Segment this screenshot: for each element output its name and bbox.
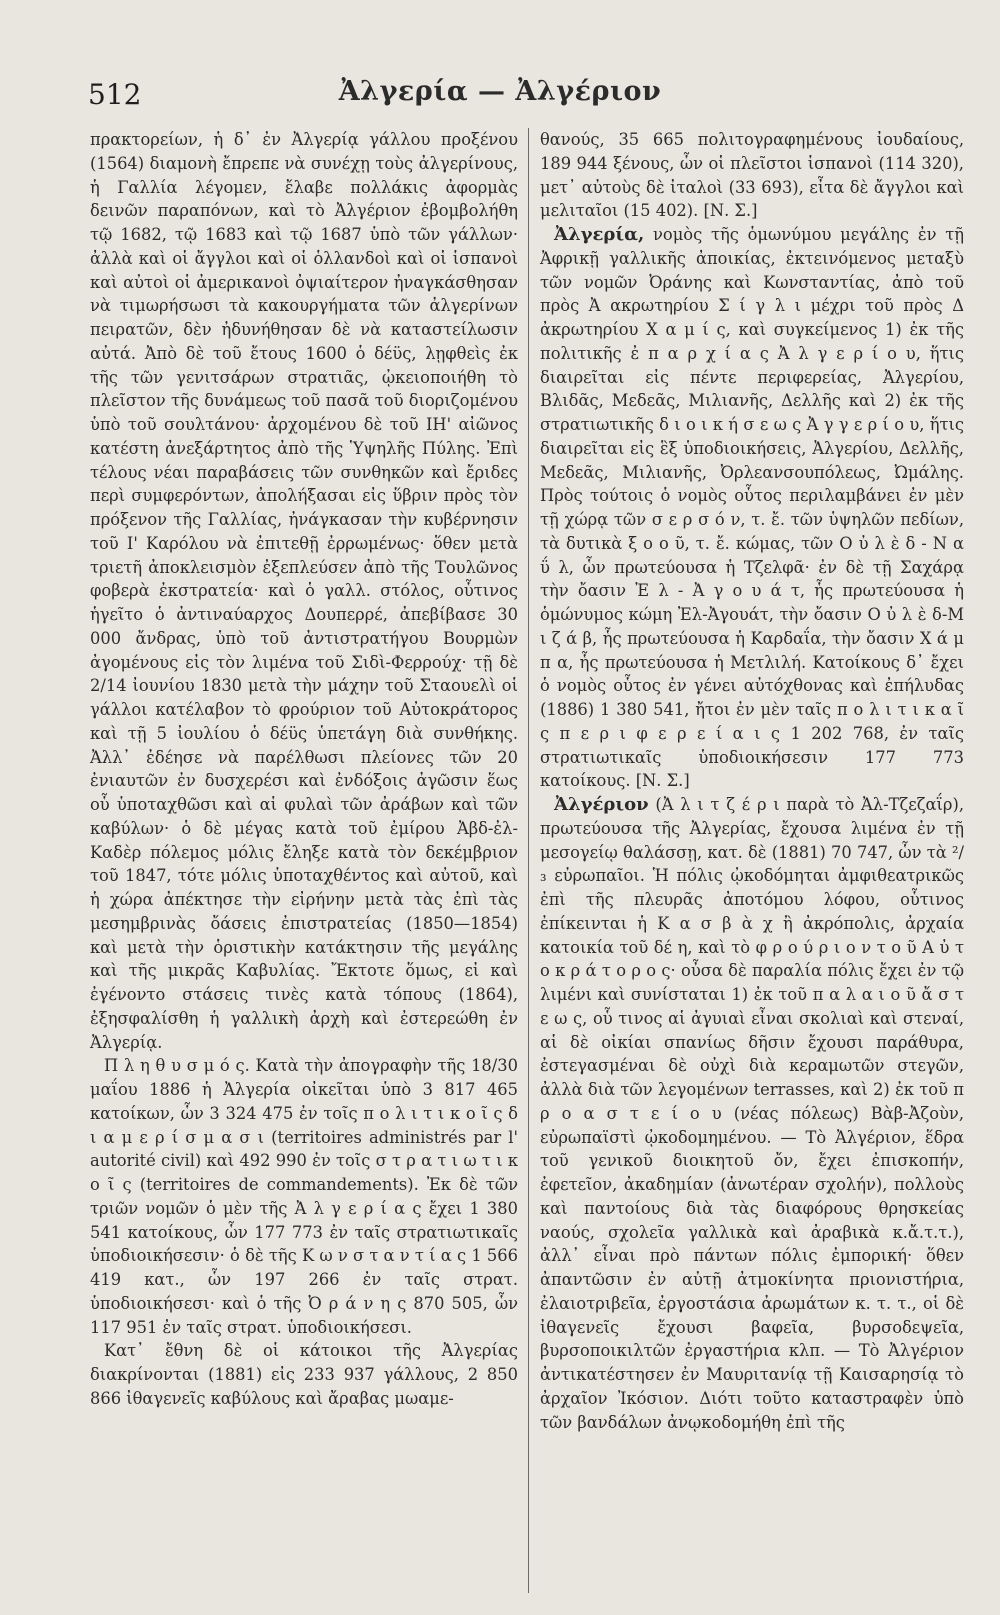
left-paragraph-ethnic: Κατ᾽ ἔθνη δὲ οἱ κάτοικοι τῆς Ἀλγερίας διακρίνονται (1881) εἰς 233 937 γάλλους, 2 850 866 ἰθαγενεῖς καβύλους καὶ ἄραβας μωαμε- [90, 1341, 518, 1408]
entry-lemma-algeria: Ἀλγερία, [554, 224, 645, 245]
left-paragraph-population: Π λ η θ υ σ μ ό ς. Κατὰ τὴν ἀπογραφὴν τῆς 18/30 μαΐου 1886 ἡ Ἀλγερία οἰκεῖται ὑπὸ 3 817 465 κατοίκων, ὧν 3 324 475 ἐν τοῖς π ο λ ι τ ι κ ο ῖ ς δ ι α μ ε ρ ί σ μ α σ ι (territoires administrés par l' autorité civil) καὶ 492 990 ἐν τοῖς σ τ ρ α τ ι ω τ ι κ ο ῖ ς (territoires de commandements). Ἐκ δὲ τῶν τριῶν νομῶν ὁ μὲν τῆς Ἀ λ γ ε ρ ί α ς ἔχει 1 380 541 κατοίκους, ὧν 177 773 ἐν ταῖς στρατιωτικαῖς ὑποδιοικήσεσιν· ὁ δὲ τῆς Κ ω ν σ τ α ν τ ί α ς 1 566 419 κατ., ὧν 197 266 ἐν ταῖς στρατ. ὑποδιοικήσεσι· καὶ ὁ τῆς Ὀ ρ ά ν η ς 870 505, ὧν 117 951 ἐν ταῖς στρατ. ὑποδιοικήσεσι. [90, 1056, 518, 1337]
entry-text-algiers: (Ἀ λ ι τ ζ έ ρ ι παρὰ τὸ Ἀλ-Τζεζαΐρ), πρωτεύουσα τῆς Ἀλγερίας, ἔχουσα λιμένα ἐν τῇ μεσογείῳ θαλάσσῃ, κατ. δὲ (1881) 70 747, ὧν τὰ ²/₃ εὐρωπαῖοι. Ἡ πόλις ᾠκοδόμηται ἀμφιθεατρικῶς ἐπὶ τῆς πλευρᾶς ἀποτόμου λόφου, οὗτινος ἐπίκεινται ἡ Κ α σ β ὰ χ ἢ ἀκρόπολις, ἀρχαία κατοικία τοῦ δέ η, καὶ τὸ φ ρ ο ύ ρ ι ο ν τ ο ῦ Α ὐ τ ο κ ρ ά τ ο ρ ο ς· οὖσα δὲ παραλία πόλις ἔχει ἐν τῷ λιμένι καὶ συνίσταται 1) ἐκ τοῦ π α λ α ι ο ῦ ἄ σ τ ε ω ς, οὗ τινος αἱ ἀγυιαὶ εἶναι σκολιαὶ καὶ στεναί, αἱ δὲ οἰκίαι σπανίως δῆσιν ἔχουσι παράθυρα, ἐστεγασμέναι δὲ οὐχὶ διὰ κεραμωτῶν στεγῶν, ἀλλὰ διὰ τῶν λεγομένων terrasses, καὶ 2) ἐκ τοῦ π ρ ο α σ τ ε ί ο υ (νέας πόλεως) Βὰβ-Ἀζοὺν, εὐρωπαϊστὶ ᾠκοδομημένου. — Τὸ Ἀλγέριον, ἕδρα τοῦ γενικοῦ διοικητοῦ ὄν, ἔχει ἐπισκοπήν, ἐφετεῖον, ἀκαδημίαν (ἀνωτέραν σχολήν), πολλοὺς καὶ παντοίους διὰ τὰς διαφόρους θρησκείας ναούς, σχολεῖα γαλλικὰ καὶ ἀραβικὰ κ.ἄ.τ.τ.), ἀλλ᾽ εἶναι πρὸ πάντων πόλις ἐμπορική· ὅθεν ἀπαντῶσιν ἐν αὐτῇ ἀτμοκίνητα πριονιστήρια, ἐλαιοτριβεῖα, ἐργοστάσια ἀρωμάτων κ. τ. τ., οἱ δὲ ἰθαγενεῖς ἔχουσι βαφεῖα, βυρσοδεψεῖα, βυρσοποικιλτῶν ἐργαστήρια κλπ. — Τὸ Ἀλγέριον ἀντικατέστησεν ἐν Μαυριτανίᾳ τῇ Καισαρησίᾳ τὸ ἀρχαῖον Ἰκόσιον. Διότι τοῦτο καταστραφὲν ὑπὸ τῶν βανδάλων ἀνῳκοδομήθη ἐπὶ τῆς [540, 795, 964, 1432]
right-column [540, 128, 964, 1434]
running-head: Ἀλγερία — Ἀλγέριον [338, 76, 662, 107]
column-divider [528, 128, 529, 1593]
left-column [90, 128, 518, 1411]
entry-text-algeria: νομὸς τῆς ὁμωνύμου μεγάλης ἐν τῇ Ἀφρικῇ γαλλικῆς ἀποικίας, ἐκτεινόμενος μεταξὺ τῶν νομῶν Ὀράνης καὶ Κωνσταντίας, ἀπὸ τοῦ πρὸς Ἀ ακρωτηρίου Σ ί γ λ ι μέχρι τοῦ πρὸς Δ ἀκρωτηρίου Χ α μ ί ς, καὶ συγκείμενος 1) ἐκ τῆς πολιτικῆς ἐ π α ρ χ ί α ς Ἀ λ γ ε ρ ί ο υ, ἥτις διαιρεῖται εἰς πέντε περιφερείας, Ἀλγερίου, Βλιδᾶς, Μεδεᾶς, Μιλιανῆς, Δελλῆς καὶ 2) ἐκ τῆς στρατιωτικῆς δ ι ο ι κ ή σ ε ω ς Ἀ γ γ ε ρ ί ο υ, ἥτις διαιρεῖται εἰς ἓξ ὑποδιοικήσεις, Ἀλγερίου, Δελλῆς, Μεδεᾶς, Μιλιανῆς, Ὀρλεανσουπόλεως, Ὠμάλης. Πρὸς τούτοις ὁ νομὸς οὗτος περιλαμβάνει ἐν μὲν τῇ χώρᾳ τῶν σ ε ρ σ ό ν, τ. ἔ. τῶν ὑψηλῶν πεδίων, τὰ δυτικὰ ξ ο ο ῦ, τ. ἔ. κώμας, τῶν Ο ὐ λ ὲ δ - Ν α ΰ λ, ὧν πρωτεύουσα ἡ Τζελφᾶ· ἐν δὲ τῇ Σαχάρᾳ τὴν ὄασιν Ἐ λ - Ἀ γ ο υ ά τ, ἧς πρωτεύουσα ἡ ὁμώνυμος κώμη Ἐλ-Ἀγουάτ, τὴν ὄασιν Ο ὐ λ ὲ δ-Μ ι ζ ά β, ἧς πρωτεύουσα ἡ Καρδαΐα, τὴν ὄασιν Χ ά μ π α, ἧς πρωτεύουσα ἡ Μετλιλή. Κατοίκους δ᾽ ἔχει ὁ νομὸς οὗτος ἐν γένει αὐτόχθονας καὶ ἐπήλυδας (1886) 1 380 541, ἤτοι ἐν μὲν ταῖς π ο λ ι τ ι κ α ῖ ς π ε ρ ι φ ε ρ ε ί α ι ς 1 202 768, ἐν ταῖς στρατιωτικαῖς ὑποδιοικήσεσιν 177 773 κατοίκους. [Ν. Σ.] [540, 225, 964, 791]
right-paragraph-continuation: θανούς, 35 665 πολιτογραφημένους ἰουδαίους, 189 944 ξένους, ὧν οἱ πλεῖστοι ἱσπανοὶ (114 320), μετ᾽ αὐτοὺς δὲ ἰταλοὶ (33 693), εἶτα δὲ ἄγγλοι καὶ μελιταῖοι (15 402). [Ν. Σ.] [540, 130, 964, 221]
page-header [0, 62, 1000, 122]
entry-lemma-algiers: Ἀλγέριον [554, 794, 649, 815]
entry-algeria-department [540, 223, 964, 793]
left-paragraph-history: πρακτορείων, ἡ δ᾽ ἐν Ἀλγερίᾳ γάλλου προξένου (1564) διαμονὴ ἔπρεπε νὰ συνέχῃ τοὺς ἀλγερίνους, ἡ Γαλλία λέγομεν, ἔλαβε πολλάκις ἀφορμὰς δεινῶν παραπόνων, καὶ τὸ Ἀλγέριον ἐβομβολήθη τῷ 1682, τῷ 1683 καὶ τῷ 1687 ὑπὸ τῶν γάλλων· ἀλλὰ καὶ οἱ ἄγγλοι καὶ οἱ ὁλλανδοὶ καὶ οἱ ἱσπανοὶ καὶ αὐτοὶ οἱ ἀμερικανοὶ ὀψιαίτερον ἠναγκάσθησαν νὰ τιμωρήσωσι τὰ κακουργήματα τῶν ἀλγερίνων πειρατῶν, δὲν ἠδυνήθησαν δὲ νὰ καταστείλωσιν αὐτά. Ἀπὸ δὲ τοῦ ἔτους 1600 ὁ δέϋς, λῃφθεὶς ἐκ τῆς τῶν γενιτσάρων στρατιᾶς, ᾠκειοποιήθη τὸ πλεῖστον τῆς δυνάμεως τοῦ πασᾶ τοῦ διοριζομένου ὑπὸ τοῦ σουλτάνου· ἀρχομένου δὲ τοῦ ΙΗ' αἰῶνος κατέστη ἀνεξάρτητος ἀπὸ τῆς Ὑψηλῆς Πύλης. Ἐπὶ τέλους νέαι παραβάσεις τῶν συνθηκῶν καὶ ἔριδες περὶ συμφερόντων, ἀπολήξασαι εἰς ὕβριν πρὸς τὸν πρόξενον τῆς Γαλλίας, ἠνάγκασαν τὴν κυβέρνησιν τοῦ Ι' Καρόλου νὰ ἐπιτεθῇ ἐρρωμένως· ὅθεν μετὰ τριετῆ ἀποκλεισμὸν ἐξεπλεύσεν ἀπὸ τῆς Τουλῶνος φοβερὰ ἐκστρατεία· καὶ ὁ γαλλ. στόλος, οὗτινος ἡγεῖτο ὁ ἀντιναύαρχος Δουπερρέ, ἀπεβίβασε 30 000 ἄνδρας, ὑπὸ τοῦ ἀντιστρατήγου Βουρμὼν ἀγομένους εἰς τὸν λιμένα τοῦ Σιδὶ-Φερρούχ· τῇ δὲ 2/14 ἰουνίου 1830 μετὰ τὴν μάχην τοῦ Σταουελὶ οἱ γάλλοι κατέλαβον τὸ φρούριον τοῦ Αὐτοκράτορος καὶ τῇ 5 ἰουλίου ὁ δέϋς ὑπετάγη διὰ συνθήκης. Ἀλλ᾽ ἐδέησε νὰ παρέλθωσι πλείονες τῶν 20 ἐνιαυτῶν ἐν δυσχερέσι καὶ ἐνδόξοις ἀγῶσιν ἕως οὗ ὑποταχθῶσι καὶ αἱ φυλαὶ τῶν ἀράβων καὶ τῶν καβύλων· ὁ δὲ μέγας κατὰ τοῦ ἐμίρου Ἀβδ-ἐλ-Καδὲρ πόλεμος μόλις ἔληξε κατὰ τὸν δεκέμβριον τοῦ 1847, τότε μόλις ὑποταχθέντος καὶ αὐτοῦ, καὶ ἡ χώρα ἀπέκτησε τὴν εἰρήνην μετὰ τὰς ἐπὶ τὰς μεσημβρινὰς ὄάσεις ἐπιστρατείας (1850—1854) καὶ μετὰ τὴν ὁριστικὴν κατάκτησιν τῆς μεγάλης καὶ τῆς μικρᾶς Καβυλίας. Ἔκτοτε ὅμως, εἰ καὶ ἐγένοντο στάσεις τινὲς κατὰ τόπους (1864), ἐξησφαλίσθη ἡ γαλλικὴ ἀρχὴ καὶ ἐστερεώθη ἐν Ἀλγερίᾳ. [90, 130, 518, 1052]
entry-algiers-city [540, 793, 964, 1434]
page-number: 512 [88, 78, 142, 111]
